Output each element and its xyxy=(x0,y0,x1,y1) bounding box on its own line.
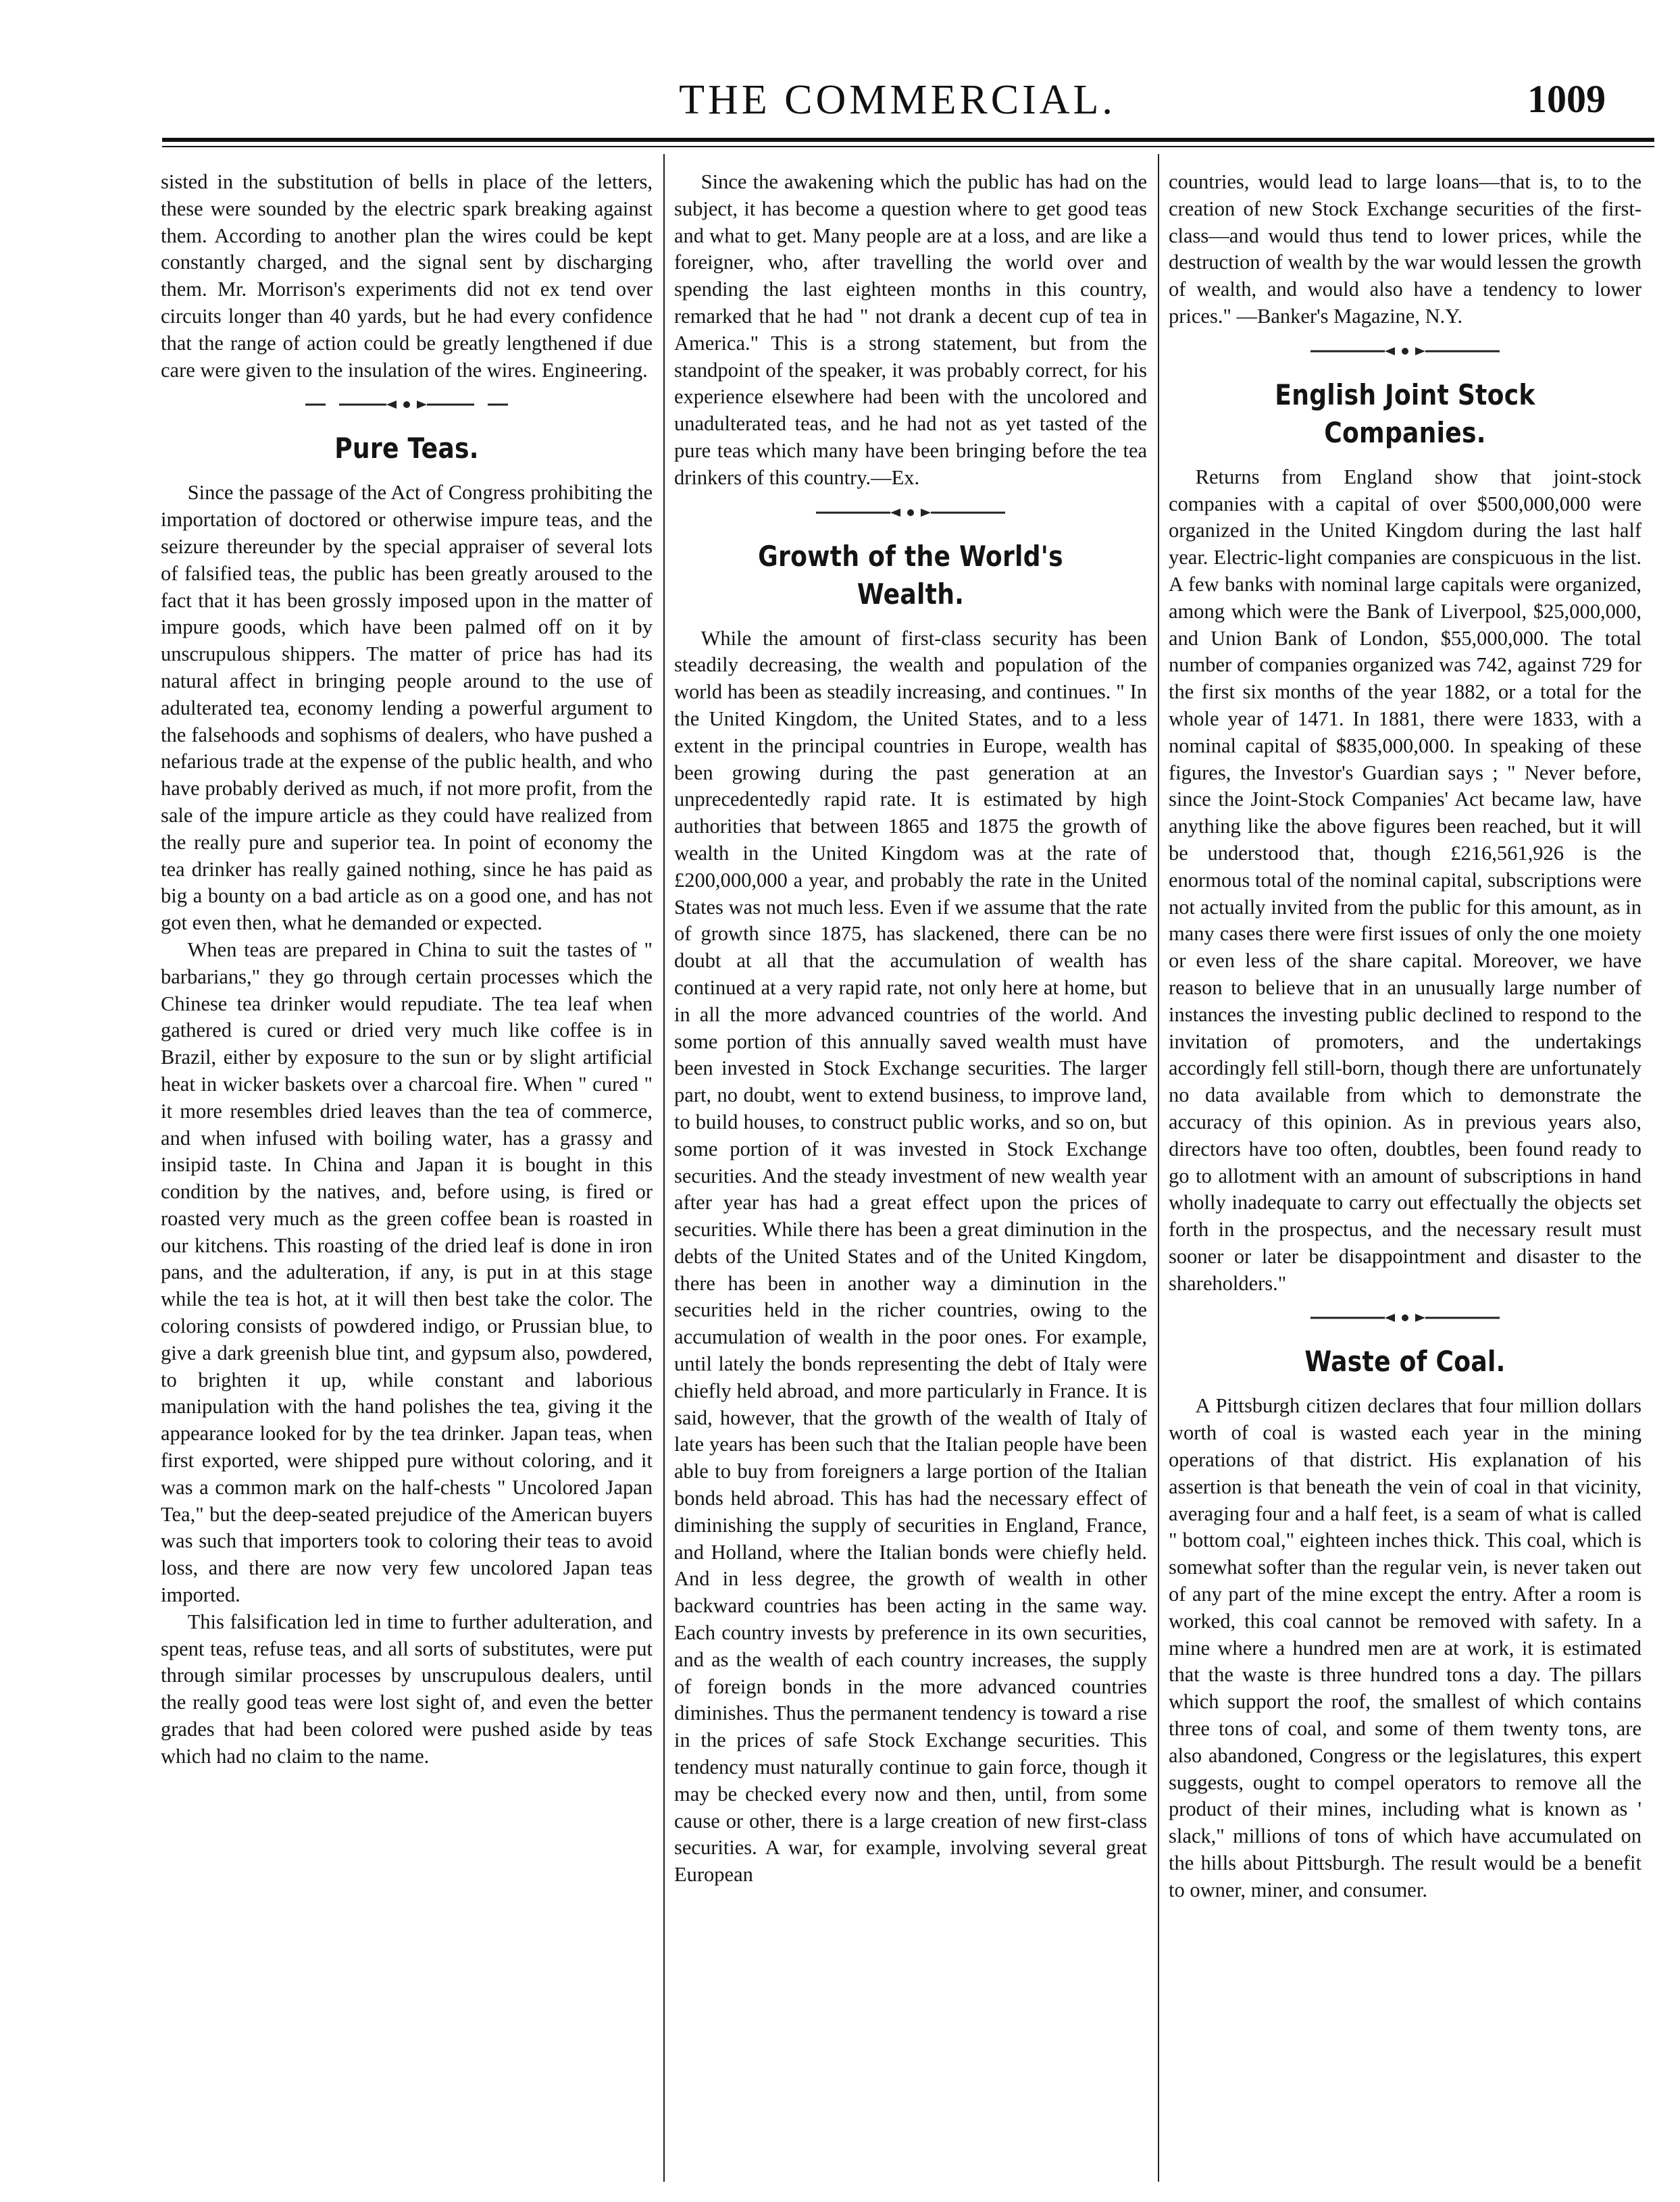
running-head-title: THE COMMERCIAL. xyxy=(679,77,1116,123)
article-title-waste-of-coal: Waste of Coal. xyxy=(1304,1345,1506,1379)
article-title-pure-teas: Pure Teas. xyxy=(334,432,479,465)
column-2 xyxy=(674,169,1147,2188)
article-continuation-text: countries, would lead to large loans—that is, to to the creation of new Stock Exchange securities of the first-class—and would thus tend to lower prices, while the destruction of wealth by the war would lessen the growth of wealth, and would also have a tendency to lower prices." —Banker's Magazine, N.Y. xyxy=(1169,170,1641,328)
paragraph: When teas are prepared in China to suit the tastes of " barbarians," they go through certain processes which the Chinese tea drinker would repudiate. The tea leaf when gathered is cured or dried very much like coffee is in Brazil, either by exposure to the sun or by slight artificial heat in wicker baskets over a charcoal fire. When " cured " it more resembles dried leaves than the tea of commerce, and when infused with boiling water, has a grassy and insipid taste. In China and Japan it is bought in this condition by the natives, and, before using, is fired or roasted very much as the green coffee bean is roasted in our kitchens. This roasting of the dried leaf is done in iron pans, and the adulteration, if any, is put in at this stage while the tea is hot, at it will then best take the color. The coloring consists of powdered indigo, or Prussian blue, to give a dark greenish blue tint, and gypsum also, powdered, to brighten it up, while constant and laborious manipulation with the hand polishes the tea, giving it the appearance looked for by the tea drinker. Japan teas, when first exported, were shipped pure without coloring, and it was a common mark on the half-chests " Uncolored Japan Tea," but the deep-seated prejudice of the American buyers was such that importers took to coloring their teas to avoid loss, and there are now very few uncolored Japan teas imported. xyxy=(161,938,653,1607)
paragraph: While the amount of first-class security has been steadily decreasing, the wealth and population of the world has been as steadily increasing, and continues. " In the United Kingdom, the United States, and to a less extent in the principal countries in Europe, wealth has been growing during the past generation at an unprecedentedly rapid rate. It is estimated by high authorities that between 1865 and 1875 the growth of wealth in the United Kingdom was at the rate of £200,000,000 a year, and probably the rate in the United States was not much less. Even if we assume that the rate of growth since 1875, has slackened, there can be no doubt at all that the accumulation of wealth has continued at a very rapid rate, not only here at home, but in all the more advanced countries of the world. And some portion of this annually saved wealth must have been invested in Stock Exchange securities. The larger part, no doubt, went to extend business, to improve land, to build houses, to construct public works, and so on, but some portion of it was invested in Stock Exchange securities. And the steady investment of new wealth year after year has had a great effect upon the prices of securities. While there has been a great diminution in the debts of the United States and of the United Kingdom, there has been in another way a diminution in the securities held in the richer countries, owing to the accumulation of wealth in the poor ones. For example, until lately the bonds representing the debt of Italy were chiefly held abroad, and more particularly in France. It is said, however, that the growth of the wealth of Italy of late years has been such that the Italian people have been able to buy from foreigners a large portion of the Italian bonds held abroad. This has had the necessary effect of diminishing the supply of securities in England, France, and Holland, where the Italian bonds were chiefly held. And in less degree, the growth of wealth in other backward countries has been acting in the same way. Each country invests by preference in its own securities, and as the wealth of each country increases, the supply of foreign bonds in the more advanced countries diminishes. Thus the permanent tendency is toward a rise in the prices of safe Stock Exchange securities. This tendency must naturally continue to gain force, though it may be checked every now and then, until, from some cause or other, there is a large creation of new first-class securities. A war, for example, involving several great European xyxy=(674,626,1147,1887)
header-rule-thick xyxy=(162,138,1654,142)
page-number: 1009 xyxy=(1527,77,1606,121)
column-divider-1 xyxy=(663,154,665,2182)
header-rule-thin xyxy=(162,146,1654,147)
paragraph: Since the passage of the Act of Congress prohibiting the importation of doctored or otherwise impure teas, and the seizure thereunder by the special appraiser of several lots of falsified teas, the public has been greatly aroused to the fact that it has been grossly imposed upon in the matter of impure goods, which have been palmed off on it by unscrupulous shippers. The matter of price has had its natural affect in bringing people around to the use of adulterated tea, economy lending a powerful argument to the falsehoods and sophisms of dealers, who have pushed a nefarious trade at the expense of the public health, and who have probably derived as much, if not more profit, from the sale of the impure article as they could have realized from the really pure and superior tea. In point of economy the tea drinker has really gained nothing, since he has paid as big a bounty on a bad article as on a good one, and has not got even then, what he demanded or expected. xyxy=(161,481,653,935)
paragraph: A Pittsburgh citizen declares that four million dollars worth of coal is wasted each year in the mining operations of that district. His explanation of his assertion is that beneath the vein of coal in that vicinity, averaging four and a half feet, is a seam of what is called " bottom coal," eighteen inches thick. This coal, which is somewhat softer than the regular vein, is never taken out of any part of the mine except the entry. After a room is worked, this coal cannot be removed with safety. In a mine where a hundred men are at work, it is estimated that the waste is three hundred tons a day. The pillars which support the roof, the smallest of which contains three tons of coal, and some of them twenty tons, are also abandoned, Congress or the legislatures, this expert suggests, ought to compel operators to remove all the product of their mines, including what is known as ' slack," millions of tons of which have accumulated on the hills about Pittsburgh. The result would be a benefit to owner, miner, and consumer. xyxy=(1169,1394,1641,1901)
page-header xyxy=(162,64,1633,123)
paragraph: This falsification led in time to further adulteration, and spent teas, refuse teas, and all sorts of substitutes, were put through similar processes by unscrupulous dealers, until the really good teas were lost sight of, and even the better grades that had been colored were pushed aside by teas which had no claim to the name. xyxy=(161,1610,653,1768)
column-1 xyxy=(161,169,653,2188)
section-ornament xyxy=(285,396,528,413)
section-ornament xyxy=(789,504,1032,521)
paragraph: Since the awakening which the public has had on the subject, it has become a question where to get good teas and what to get. Many people are at a loss, and are like a foreigner, who, after travelling the world over and spending the last eighteen months in this country, remarked that he had " not drank a decent cup of tea in America." This is a strong statement, but from the standpoint of the speaker, it was probably correct, for his experience elsewhere had been with the uncolored and unadulterated teas, and he had not as yet tasted of the pure teas which many have been bringing before the tea drinkers of this country.—Ex. xyxy=(674,170,1147,489)
paragraph: Returns from England show that joint-stock companies with a capital of over $500,000,000 were organized in the United Kingdom during the last half year. Electric-light companies are conspicuous in the list. A few banks with nominal large capitals were organized, among which were the Bank of Liverpool, $25,000,000, and Union Bank of London, $55,000,000. The total number of companies organized was 742, against 729 for the first six months of the year 1882, or a total for the whole year of 1471. In 1881, there were 1833, with a nominal capital of $835,000,000. In speaking of these figures, the Investor's Guardian says ; " Never before, since the Joint-Stock Companies' Act became law, have anything like the above figures been reached, but it will be understood that, though £216,561,926 is the enormous total of the nominal capital, subscriptions were not actually invited from the public for this amount, as in many cases there were first issues of only the one moiety or even less of the share capital. Moreover, we have reason to believe that in an unusually large number of instances the investing public declined to respond to the invitation of promoters, and the undertakings accordingly fell still-born, though there are unfortunately no data available from which to demonstrate the accuracy of this opinion. As in previous years also, directors have too often, doubtles, been found ready to go to allotment with an amount of subscriptions in hand wholly inadequate to carry out effectually the objects set forth in the prospectus, and the necessary result must sooner or later be disappointment and disaster to the shareholders." xyxy=(1169,465,1641,1295)
column-divider-2 xyxy=(1158,154,1159,2182)
article-title-growth-of-wealth: Growth of the World's Wealth. xyxy=(758,539,1063,611)
column-3 xyxy=(1169,169,1641,2188)
section-ornament xyxy=(1283,1309,1527,1327)
article-title-english-joint-stock: English Joint Stock Companies. xyxy=(1275,378,1535,449)
article-continuation-text: sisted in the substitution of bells in place of the letters, these were sounded by the electric spark breaking against them. According to another plan the wires could be kept constantly charged, and the signal sent by discharging them. Mr. Morrison's experiments did not ex tend over circuits longer than 40 yards, but he had every confidence that the range of action could be greatly lengthened if due care were given to the insulation of the wires. Engineering. xyxy=(161,170,653,382)
section-ornament xyxy=(1283,342,1527,360)
